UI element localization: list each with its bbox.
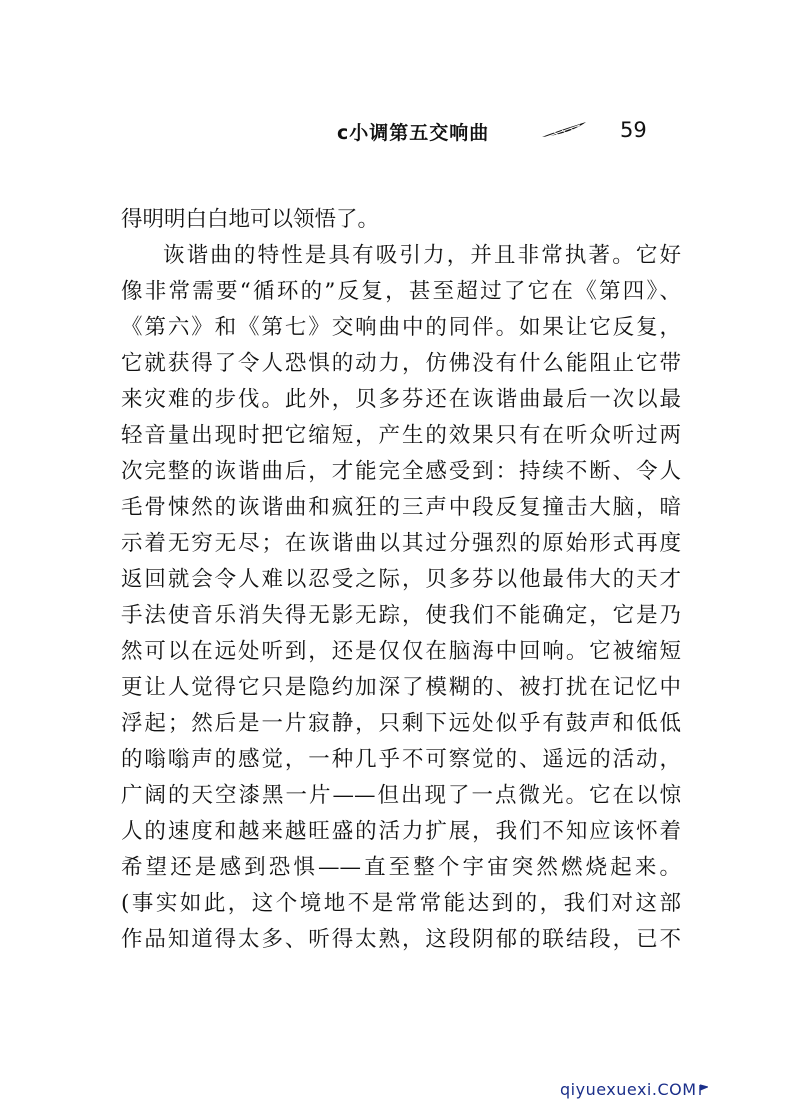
text-line: 来灾难的步伐。此外，贝多芬还在诙谐曲最后一次以最 — [121, 387, 681, 412]
quill-ornament-icon — [540, 120, 588, 140]
text-line: 更让人觉得它只是隐约加深了模糊的、被打扰在记忆中 — [121, 675, 681, 700]
text-line: 示着无穷无尽；在诙谐曲以其过分强烈的原始形式再度 — [121, 531, 681, 556]
text-line: 它就获得了令人恐惧的动力，仿佛没有什么能阻止它带 — [121, 351, 681, 376]
text-line: 的嗡嗡声的感觉，一种几乎不可察觉的、遥远的活动， — [121, 747, 681, 772]
text-line: 浮起；然后是一片寂静，只剩下远处似乎有鼓声和低低 — [121, 711, 681, 736]
text-line: 得明明白白地可以领悟了。 — [121, 207, 380, 232]
chapter-title: c小调第五交响曲 — [337, 122, 490, 144]
running-header — [0, 116, 794, 146]
text-line: 轻音量出现时把它缩短，产生的效果只有在听众听过两 — [121, 423, 681, 448]
text-line: 毛骨悚然的诙谐曲和疯狂的三声中段反复撞击大脑，暗 — [121, 495, 681, 520]
page-number: 59 — [620, 118, 647, 142]
text-line: 然可以在远处听到，还是仅仅在脑海中回响。它被缩短 — [121, 639, 681, 664]
text-line: 希望还是感到恐惧——直至整个宇宙突然燃烧起来。 — [121, 855, 681, 880]
text-line: 《第六》和《第七》交响曲中的同伴。如果让它反复， — [121, 315, 681, 340]
watermark-text: qiyuexuexi.COM — [560, 1080, 697, 1099]
text-line: 作品知道得太多、听得太熟，这段阴郁的联结段，已不 — [121, 927, 681, 952]
text-line: 次完整的诙谐曲后，才能完全感受到：持续不断、令人 — [121, 459, 681, 484]
text-line: 广阔的天空漆黑一片——但出现了一点微光。它在以惊 — [121, 783, 681, 808]
text-line: 返回就会令人难以忍受之际，贝多芬以他最伟大的天才 — [121, 567, 681, 592]
watermark-flag-icon — [699, 1084, 708, 1096]
text-line: 手法使音乐消失得无影无踪，使我们不能确定，它是乃 — [121, 603, 681, 628]
text-line: 像非常需要“循环的”反复，甚至超过了它在《第四》、 — [121, 279, 681, 304]
site-watermark — [560, 1080, 708, 1099]
text-line: 人的速度和越来越旺盛的活力扩展，我们不知应该怀着 — [121, 819, 681, 844]
text-line: 诙谐曲的特性是具有吸引力，并且非常执著。它好 — [163, 243, 681, 268]
text-line: (事实如此，这个境地不是常常能达到的，我们对这部 — [121, 891, 681, 916]
